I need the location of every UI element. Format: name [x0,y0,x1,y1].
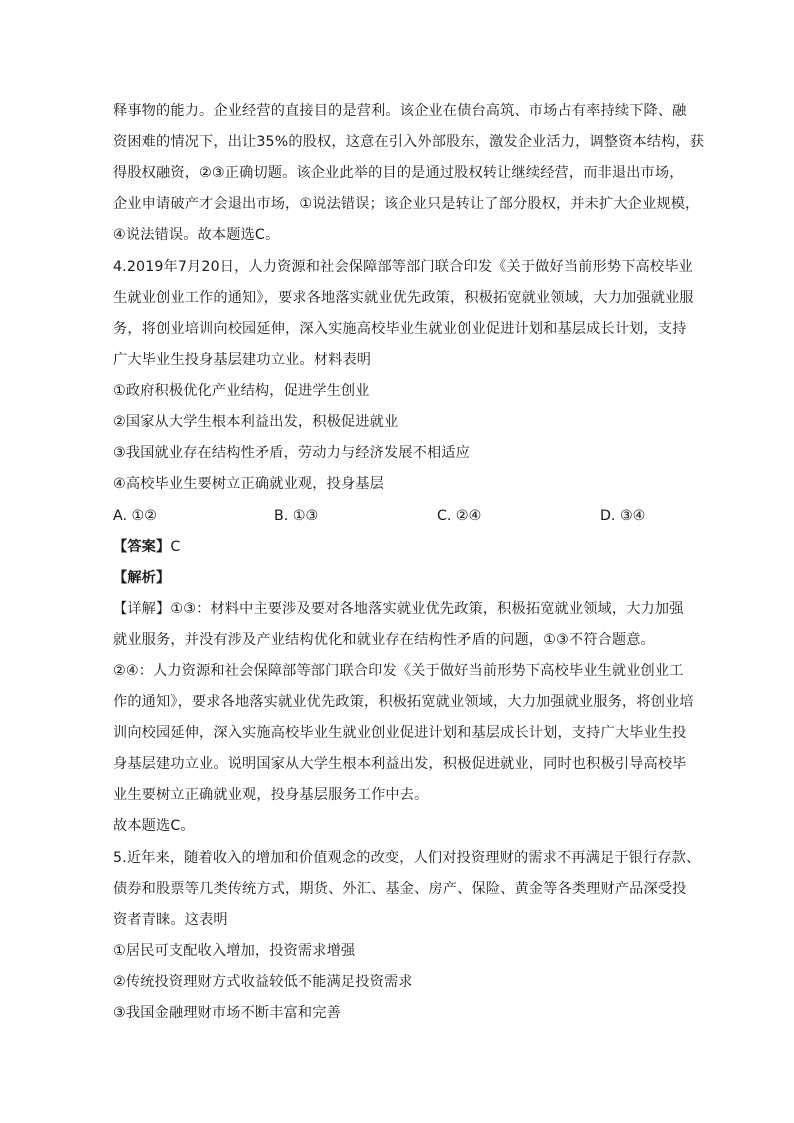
question-5-item-1: ①居民可支配收入增加，投资需求增强 [113,943,356,959]
question-4-item-2: ②国家从大学生根本利益出发，积极促进就业 [113,414,399,430]
question-4-stem: 生就业创业工作的通知》，要求各地落实就业优先政策，积极拓宽就业领域，大力加强就业服 [113,290,694,306]
detail-line: 身基层建功立业。说明国家从大学生根本利益出发，积极促进就业，同时也积极引导高校毕 [113,756,687,772]
detail-line: 作的通知》，要求各地落实就业优先政策，积极拓宽就业领域，大力加强就业服务，将创业培 [113,694,694,710]
answer-value: C [170,539,181,555]
question-5-item-2: ②传统投资理财方式收益较低不能满足投资需求 [113,974,413,990]
question-4-stem: 广大毕业生投身基层建功立业。材料表明 [113,352,372,368]
text-line: 企业申请破产才会退出市场，①说法错误；该企业只是转让了部分股权，并未扩大企业规模， [113,196,700,212]
text-line: 释事物的能力。企业经营的直接目的是营利。该企业在债台高筑、市场占有率持续下降、融 [113,103,687,119]
question-4-item-4: ④高校毕业生要树立正确就业观，投身基层 [113,476,384,492]
text-line: ④说法错误。故本题选C。 [113,227,280,243]
detail-line: 就业服务，并没有涉及产业结构优化和就业存在结构性矛盾的问题，①③不符合题意。 [113,632,655,648]
analysis-label: 【解析】 [113,570,171,586]
detail-line: 业生要树立正确就业观，投身基层服务工作中去。 [113,787,429,803]
option-d: D. ③④ [600,508,646,524]
answer-label: 【答案】 [113,539,171,555]
text-line: 资困难的情况下，出让35%的股权，这意在引入外部股东，激发企业活力，调整资本结构，获 [113,134,705,150]
detail-line: 【详解】①③：材料中主要涉及要对各地落实就业优先政策，积极拓宽就业领域，大力加强 [113,601,684,617]
detail-line: 训向校园延伸，深入实施高校毕业生就业创业促进计划和基层成长计划，支持广大毕业生投 [113,725,687,741]
question-4-item-3: ③我国就业存在结构性矛盾，劳动力与经济发展不相适应 [113,445,470,461]
option-a: A. ①② [113,508,157,524]
option-b: B. ①③ [274,508,319,524]
detail-line: ②④：人力资源和社会保障部等部门联合印发《关于做好当前形势下高校毕业生就业创业工 [113,663,684,679]
question-4-stem: 务，将创业培训向校园延伸，深入实施高校毕业生就业创业促进计划和基层成长计划，支持 [113,321,687,337]
question-4-item-1: ①政府积极优化产业结构，促进学生创业 [113,383,370,399]
question-5-stem: 债券和股票等几类传统方式，期货、外汇、基金、房产、保险、黄金等各类理财产品深受投 [113,881,687,897]
option-c: C. ②④ [437,508,482,524]
text-line: 得股权融资，②③正确切题。该企业此举的目的是通过股权转让继续经营，而非退出市场， [113,165,684,181]
question-4-stem: 4.2019年7月20日，人力资源和社会保障部等部门联合印发《关于做好当前形势下高校毕业 [113,259,693,275]
question-5-stem: 资者青睐。这表明 [113,912,228,928]
detail-line: 故本题选C。 [113,818,195,834]
answer-line [113,537,683,557]
question-5-stem: 5.近年来，随着收入的增加和价值观念的改变，人们对投资理财的需求不再满足于银行存款、 [113,850,701,866]
question-5-item-3: ③我国金融理财市场不断丰富和完善 [113,1005,341,1021]
